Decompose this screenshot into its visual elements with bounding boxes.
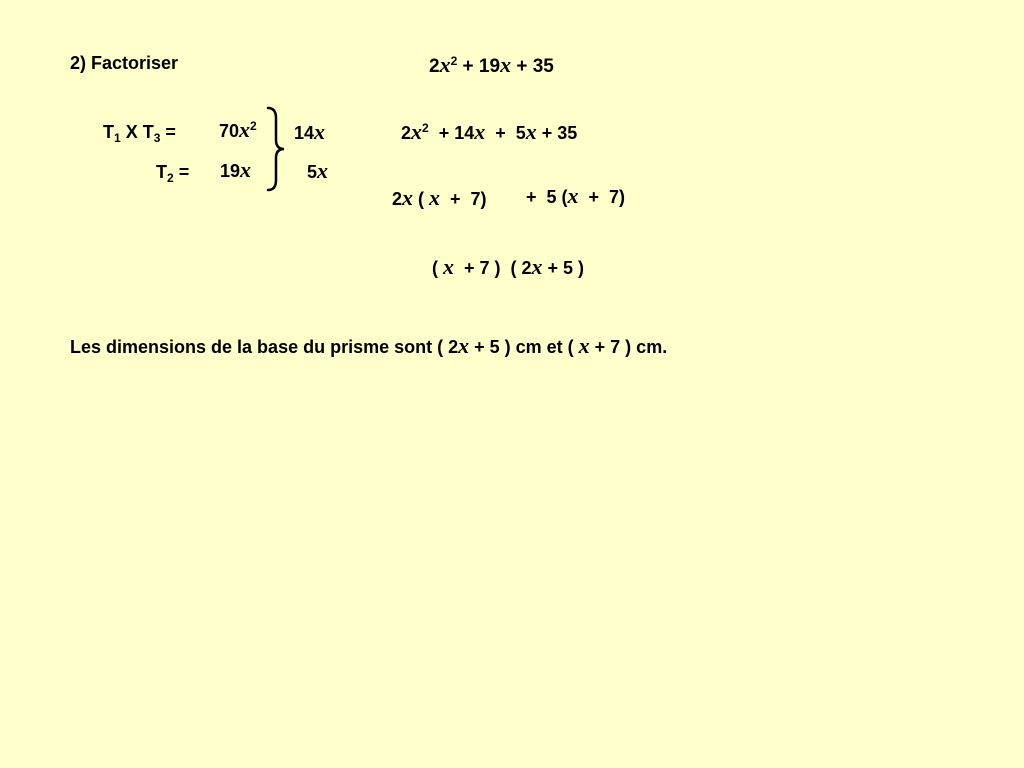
step3-close: + 5 ) [542,258,585,278]
conclusion [70,335,667,358]
step2-var3: x [567,183,579,208]
step2-close: + 7) [440,189,487,209]
conclusion-part3: + 7 ) cm. [589,337,668,357]
step1-constant: + 35 [536,123,578,143]
sum-equals: = [173,162,190,182]
split-second-var: x [317,158,329,183]
step2-plus-five: + 5 ( [526,187,568,207]
conclusion-var2: x [578,333,590,358]
step2-coef: 2 [392,189,403,209]
split-first-coef: 14 [294,123,315,143]
step-2 [392,187,487,210]
conclusion-var: x [458,333,470,358]
sum-value [220,159,251,182]
expression-coef: 2 [429,56,440,77]
expression-constant: + 35 [511,56,554,77]
step-3 [432,256,584,279]
step3-var2: x [531,254,543,279]
step1-term2: + 14 [428,123,475,143]
expression-var2: x [500,52,512,77]
step1-var2: x [474,119,486,144]
step2-close2: + 7) [578,187,626,207]
t2-subscript: 2 [167,171,174,185]
sum-var: x [240,157,252,182]
step1-term3: + 5 [485,123,526,143]
step2-var: x [402,185,414,210]
right-brace-icon [266,106,286,192]
split-term-second [307,160,328,183]
split-second-coef: 5 [307,162,318,182]
step2-var2: x [429,185,441,210]
sum-row [156,161,189,183]
product-row [103,121,176,143]
step2-open: ( [413,189,430,209]
step1-exponent: 2 [422,121,429,135]
step3-open: ( [432,258,443,278]
t1-subscript: 1 [114,131,121,145]
step3-var: x [443,254,454,279]
step-1 [401,121,577,144]
split-term-first [294,121,325,144]
step1-var: x [411,119,423,144]
times-t3-label: X T [120,122,154,142]
conclusion-part1: Les dimensions de la base du prisme sont ( 2 [70,337,459,357]
expression-exponent: 2 [450,54,458,68]
expression [429,54,554,78]
product-exponent: 2 [250,119,257,133]
step1-var3: x [525,119,537,144]
conclusion-part2: + 5 ) cm et ( [469,337,579,357]
step3-middle: + 7 ) ( 2 [454,258,532,278]
step1-coef: 2 [401,123,412,143]
sum-coef: 19 [220,161,241,181]
product-var: x [239,117,251,142]
product-value [219,119,257,142]
expression-var: x [439,52,451,77]
product-equals: = [160,122,176,142]
t3-subscript: 3 [153,131,161,145]
split-first-var: x [314,119,326,144]
expression-middle: + 19 [457,56,501,77]
step-2-second-group [526,185,625,208]
t1-label: T [103,122,114,142]
product-coef: 70 [219,121,240,141]
heading: 2) Factoriser [70,53,179,73]
t2-label: T [156,162,167,182]
